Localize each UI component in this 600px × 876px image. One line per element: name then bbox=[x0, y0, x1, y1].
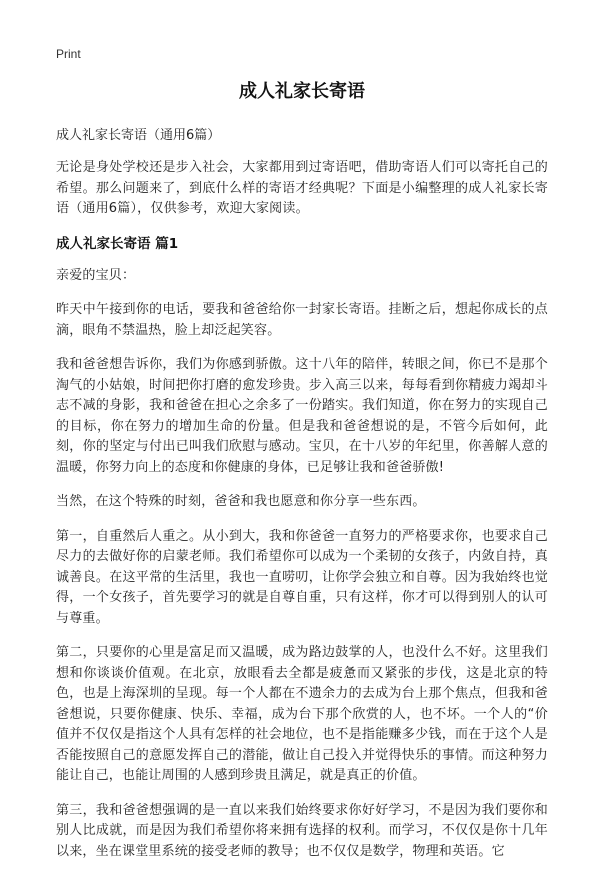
document-subtitle: 成人礼家长寄语（通用6篇） bbox=[56, 128, 221, 143]
body-paragraph: 当然，在这个特殊的时刻，爸爸和我也愿意和你分享一些东西。 bbox=[56, 494, 426, 509]
body-paragraph: 第一，自重然后人重之。从小到大，我和你爸爸一直努力的严格要求你，也要求自己尽力的去做好你的启蒙老师。我们希望你可以成为一个柔韧的女孩子，内敛自持，真诚善良。在这平常的生活里，我也一直唠叨，让你学会独立和自尊。因为我始终也觉得，一个女孩子，首先要学习的就是自尊自重，只有这样，你才可以得到别人的认可与尊重。 bbox=[56, 528, 548, 626]
intro-paragraph: 无论是身处学校还是步入社会，大家都用到过寄语吧，借助寄语人们可以寄托自己的希望。那么问题来了，到底什么样的寄语才经典呢？下面是小编整理的成人礼家长寄语（通用6篇），仅供参考，欢迎大家阅读。 bbox=[56, 160, 548, 216]
body-paragraph: 第三，我和爸爸想强调的是一直以来我们始终要求你好好学习，不是因为我们要你和别人比成就，而是因为我们希望你将来拥有选择的权利。而学习，不仅仅是你十几年以来，坐在课堂里系统的接受老师的教导；也不仅仅是数学，物理和英语。它 bbox=[56, 802, 548, 859]
body-paragraph: 第二，只要你的心里是富足而又温暖，成为路边鼓掌的人，也没什么不好。这里我们想和你谈谈价值观。在北京，放眼看去全都是疲惫而又紧张的步伐，这是北京的特色，也是上海深圳的呈现。每一个人都在不遗余力的去成为台上那个焦点，但我和爸爸想说，只要你健康、快乐、幸福，成为台下那个欣赏的人，也不坏。一个人的“价值并不仅仅是指这个人具有怎样的社会地位，也不是指能赚多少钱，而在于这个人是否能按照自己的意愿发挥自己的潜能，做让自己投入并觉得快乐的事情。而这种努力能让自己，也能让周围的人感到珍贵且满足，就是真正的价值。 bbox=[56, 645, 548, 783]
section-heading: 成人礼家长寄语 篇1 bbox=[56, 235, 179, 252]
print-link[interactable]: Print bbox=[56, 47, 81, 61]
document-body bbox=[56, 80, 548, 876]
body-paragraph: 我和爸爸想告诉你，我们为你感到骄傲。这十八年的陪伴，转眼之间，你已不是那个淘气的小姑娘，时间把你打磨的愈发珍贵。步入高三以来，每每看到你精疲力竭却斗志不减的身影，我和爸爸在担心之余多了一份踏实。我们知道，你在努力的实现自己的目标，你在努力的增加生命的份量。但是我和爸爸想说的是，不管今后如何，此刻，你的坚定与付出已叫我们欣慰与感动。宝贝，在十八岁的年纪里，你善解人意的温暖，你努力向上的态度和你健康的身体，已足够让我和爸爸骄傲! bbox=[56, 357, 548, 475]
page-title: 成人礼家长寄语 bbox=[239, 81, 365, 102]
salutation: 亲爱的宝贝： bbox=[56, 267, 136, 283]
body-paragraph: 昨天中午接到你的电话，要我和爸爸给你一封家长寄语。挂断之后，想起你成长的点滴，眼角不禁温热，脸上却泛起笑容。 bbox=[56, 302, 548, 338]
